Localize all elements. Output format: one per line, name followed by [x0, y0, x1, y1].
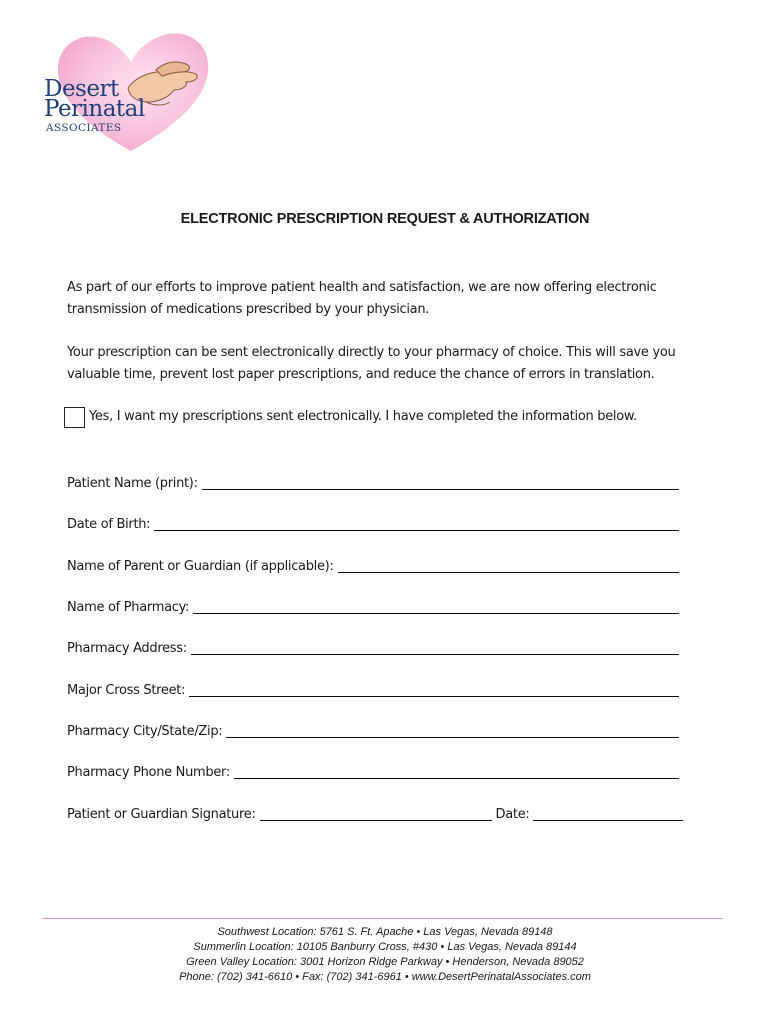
city-state-zip-row: [67, 720, 679, 740]
footer-locations: [0, 925, 770, 985]
pharmacy-address-label: Pharmacy Address:: [67, 641, 187, 656]
footer-green-valley-location: Green Valley Location: 3001 Horizon Ridge Parkway • Henderson, Nevada 89052: [186, 956, 584, 968]
pharmacy-address-input[interactable]: [191, 639, 679, 655]
pharmacy-phone-label: Pharmacy Phone Number:: [67, 765, 230, 780]
cross-street-label: Major Cross Street:: [67, 683, 186, 698]
city-state-zip-label: Pharmacy City/State/Zip:: [67, 724, 223, 739]
city-state-zip-input[interactable]: [226, 722, 679, 738]
footer-divider: [42, 918, 723, 919]
cross-street-input[interactable]: [189, 681, 679, 697]
date-input[interactable]: [533, 805, 683, 821]
consent-checkbox[interactable]: [64, 407, 85, 428]
date-label: Date:: [495, 807, 530, 822]
pharmacy-phone-input[interactable]: [234, 763, 679, 779]
logo-text-desert: Desert: [44, 76, 119, 102]
footer-summerlin-location: Summerlin Location: 10105 Banburry Cross, #430 • Las Vegas, Nevada 89144: [193, 941, 577, 953]
footer-southwest-location: Southwest Location: 5761 S. Ft. Apache • Las Vegas, Nevada 89148: [217, 926, 553, 938]
dob-row: [67, 513, 679, 533]
guardian-label: Name of Parent or Guardian (if applicable):: [67, 559, 334, 574]
pharmacy-name-row: [67, 596, 679, 616]
benefits-paragraph: Your prescription can be sent electronically directly to your pharmacy of choice. This will save you valuable time, prevent lost paper prescriptions, and reduce the chance of errors in translation.: [67, 345, 676, 382]
guardian-input[interactable]: [338, 557, 679, 573]
signature-label: Patient or Guardian Signature:: [67, 807, 256, 822]
dob-input[interactable]: [154, 515, 679, 531]
dob-label: Date of Birth:: [67, 517, 151, 532]
cross-street-row: [67, 679, 679, 699]
pharmacy-address-row: [67, 637, 679, 657]
consent-label: Yes, I want my prescriptions sent electronically. I have completed the information below.: [89, 409, 637, 424]
signature-row: [67, 803, 679, 823]
patient-name-label: Patient Name (print):: [67, 476, 198, 491]
guardian-row: [67, 555, 679, 575]
patient-name-input[interactable]: [202, 474, 679, 490]
footer-contact: Phone: (702) 341-6610 • Fax: (702) 341-6961 • www.DesertPerinatalAssociates.com: [179, 971, 591, 983]
practice-logo: [36, 26, 216, 156]
form-title: ELECTRONIC PRESCRIPTION REQUEST & AUTHORIZATION: [180, 211, 590, 227]
logo-text-perinatal: Perinatal: [44, 96, 145, 122]
intro-paragraph: As part of our efforts to improve patient health and satisfaction, we are now offering electronic transmission of medications prescribed by your physician.: [67, 280, 657, 317]
signature-input[interactable]: [260, 805, 492, 821]
pharmacy-name-input[interactable]: [193, 598, 679, 614]
patient-name-row: [67, 472, 679, 492]
logo-text-associates: ASSOCIATES: [46, 122, 122, 134]
pharmacy-phone-row: [67, 761, 679, 781]
pharmacy-name-label: Name of Pharmacy:: [67, 600, 190, 615]
